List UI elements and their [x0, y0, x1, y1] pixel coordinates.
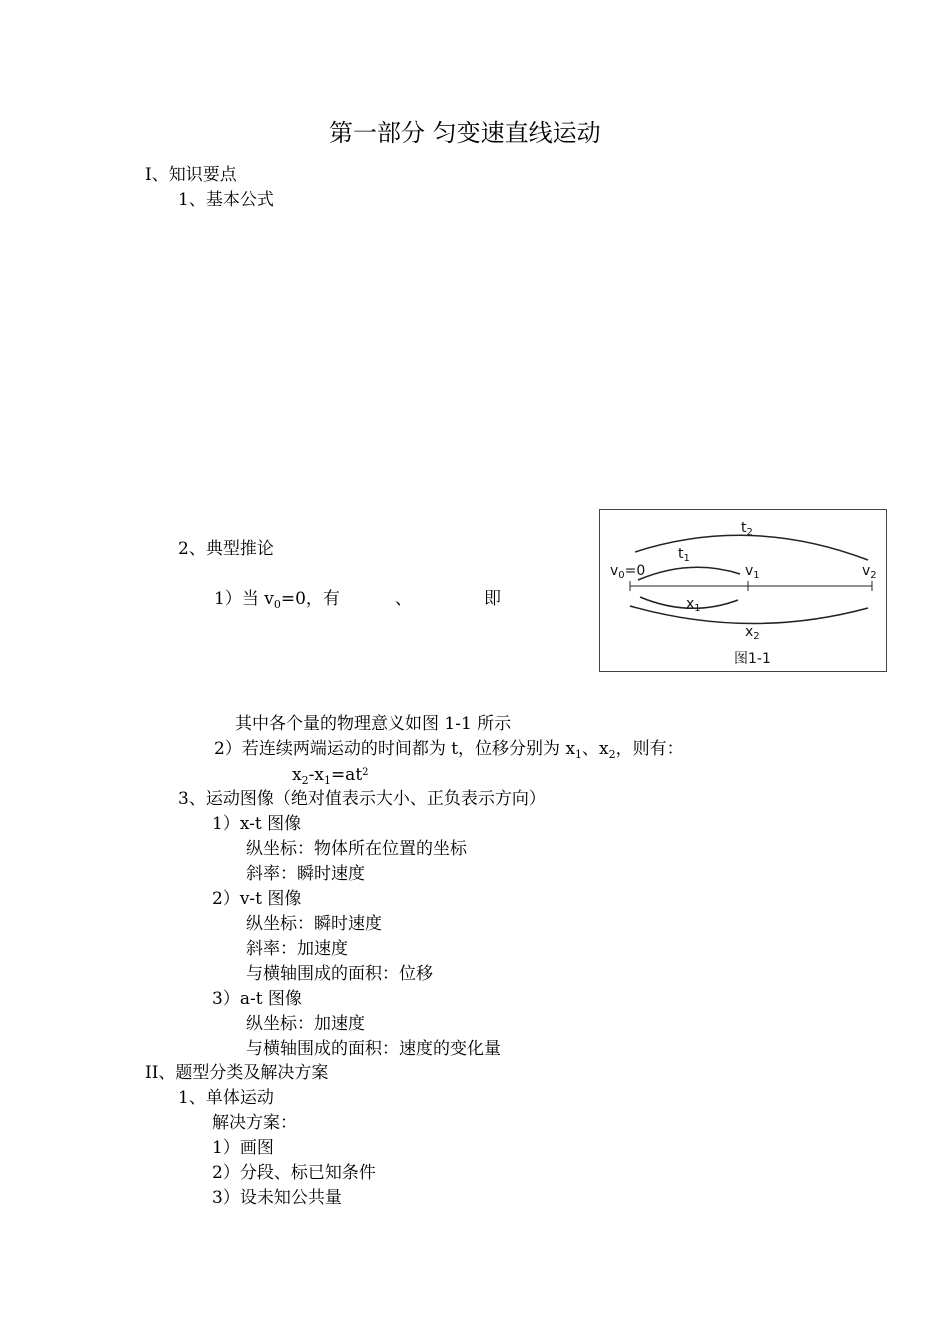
- solution-step-2: 2）分段、标已知条件: [212, 1163, 376, 1183]
- label-v1: $v_1$: [745, 563, 760, 581]
- label-t2: $t_2$: [741, 520, 753, 538]
- item2-part1: 2）若连续两端运动的时间都为 t，位移分别为 x: [214, 739, 576, 759]
- xt-line-1: 纵坐标：物体所在位置的坐标: [246, 839, 467, 859]
- figure-caption: 图1-1: [734, 651, 771, 667]
- item1-separator: 、: [395, 589, 412, 609]
- section-heading-knowledge: I、知识要点: [145, 165, 237, 185]
- item1-prefix: 1）当 v: [214, 589, 274, 609]
- label-v2: $v_2$: [862, 563, 877, 581]
- xt-heading: 1）x-t 图像: [212, 814, 302, 834]
- item1-end: 即: [484, 589, 501, 609]
- subheading-single-body: 1、单体运动: [178, 1088, 274, 1108]
- solution-step-1: 1）画图: [212, 1138, 274, 1158]
- subheading-basic-formulas: 1、基本公式: [178, 190, 274, 210]
- section-heading-problem-types: II、题型分类及解决方案: [145, 1063, 329, 1083]
- t2-arc: [635, 535, 868, 560]
- label-v0: $v_0=0$: [610, 563, 646, 581]
- solution-label: 解决方案：: [212, 1113, 297, 1133]
- item2-part3: ，则有：: [615, 739, 684, 759]
- solution-step-3: 3）设未知公共量: [212, 1188, 342, 1208]
- formula-delta-x: $x_2-x_1=at^2$: [292, 765, 369, 787]
- motion-diagram: [600, 510, 886, 671]
- subheading-typical-inference: 2、典型推论: [178, 539, 274, 559]
- vt-line-2: 斜率：加速度: [246, 939, 348, 959]
- page-title: 第一部分 匀变速直线运动: [329, 119, 601, 147]
- item2-sub2: 2: [608, 748, 616, 761]
- item1-sub: 0: [273, 598, 281, 611]
- inference-item-1: [214, 589, 340, 609]
- t1-arc: [638, 567, 740, 580]
- inference-item-2: [214, 739, 684, 759]
- label-x2: $x_2$: [745, 624, 760, 642]
- vt-line-1: 纵坐标：瞬时速度: [246, 914, 382, 934]
- item2-part2: 、x: [582, 739, 609, 759]
- label-t1: $t_1$: [678, 546, 690, 564]
- label-x1: $x_1$: [686, 596, 701, 614]
- vt-line-3: 与横轴围成的面积：位移: [246, 964, 433, 984]
- vt-heading: 2）v-t 图像: [212, 889, 302, 909]
- at-line-2: 与横轴围成的面积：速度的变化量: [246, 1039, 501, 1059]
- subheading-motion-graphs: 3、运动图像（绝对值表示大小、正负表示方向）: [178, 789, 546, 809]
- figure-1-1: [599, 509, 887, 672]
- item1-mid: =0，有: [280, 589, 340, 609]
- figure-note: 其中各个量的物理意义如图 1-1 所示: [235, 714, 512, 734]
- item2-sub1: 1: [575, 748, 583, 761]
- xt-line-2: 斜率：瞬时速度: [246, 864, 365, 884]
- at-heading: 3）a-t 图像: [212, 989, 302, 1009]
- at-line-1: 纵坐标：加速度: [246, 1014, 365, 1034]
- x2-arc: [630, 606, 868, 624]
